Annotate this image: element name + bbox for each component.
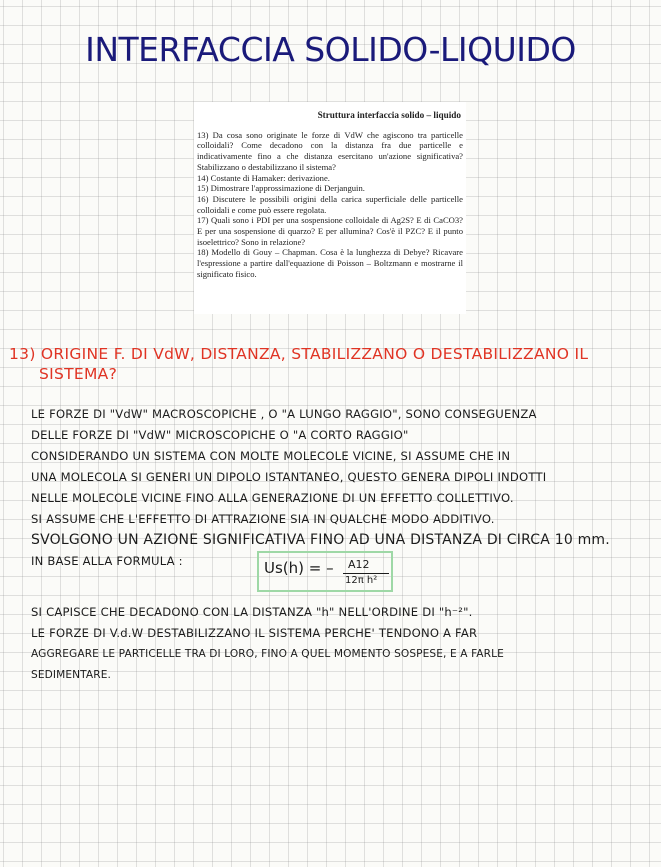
answer-line: NELLE MOLECOLE VICINE FINO ALLA GENERAZIONE DI UN EFFETTO COLLETTIVO.	[31, 491, 514, 505]
question-item: 17) Quali sono i PDI per una sospensione colloidale di Ag2S? E di CaCO3? E per una sospensione di quarzo? E per allumina? Cos'è il PZC? E il punto isoelettrico? Sono in relazione?	[197, 215, 463, 247]
answer-heading-line: SISTEMA?	[39, 365, 118, 383]
formula-numerator: A12	[348, 558, 370, 571]
answer-heading-line: 13) ORIGINE F. DI VdW, DISTANZA, STABILIZZANO O DESTABILIZZANO IL	[9, 345, 589, 363]
answer-line: IN BASE ALLA FORMULA :	[31, 554, 183, 568]
question-item: 14) Costante di Hamaker: derivazione.	[197, 172, 330, 183]
conclusion-line: AGGREGARE LE PARTICELLE TRA DI LORO, FINO A QUEL MOMENTO SOSPESE, E A FARLE	[31, 648, 504, 660]
formula-box	[257, 551, 393, 592]
answer-line: LE FORZE DI "VdW" MACROSCOPICHE , O "A LUNGO RAGGIO", SONO CONSEGUENZA	[31, 407, 537, 421]
answer-body	[31, 404, 651, 572]
formula-denominator: 12π h²	[345, 575, 378, 586]
conclusion-line: SEDIMENTARE.	[31, 669, 111, 681]
conclusion-body	[31, 602, 651, 686]
answer-line: DELLE FORZE DI "VdW" MICROSCOPICHE O "A CORTO RAGGIO"	[31, 428, 409, 442]
questions-list	[197, 130, 463, 280]
answer-line: CONSIDERANDO UN SISTEMA CON MOLTE MOLECOLE VICINE, SI ASSUME CHE IN	[31, 449, 511, 463]
question-item: 18) Modello di Gouy – Chapman. Cosa è la lunghezza di Debye? Ricavare l'espressione a partire dall'equazione di Poisson – Boltzmann e mostrarne il significato fisico.	[197, 247, 463, 279]
answer-line: SI ASSUME CHE L'EFFETTO DI ATTRAZIONE SIA IN QUALCHE MODO ADDITIVO.	[31, 512, 495, 526]
question-item: 15) Dimostrare l'approssimazione di Derjanguin.	[197, 183, 365, 194]
conclusion-line: LE FORZE DI V.d.W DESTABILIZZANO IL SISTEMA PERCHE' TENDONO A FAR	[31, 626, 478, 640]
questions-clipping	[194, 102, 466, 314]
answer-line: SVOLGONO UN AZIONE SIGNIFICATIVA FINO AD UNA DISTANZA DI CIRCA 10 mm.	[31, 532, 610, 548]
page-title: INTERFACCIA SOLIDO-LIQUIDO	[85, 30, 576, 69]
questions-title: Struttura interfaccia solido – liquido	[317, 110, 461, 120]
answer-heading	[9, 344, 649, 384]
question-item: 13) Da cosa sono originate le forze di VdW che agiscono tra particelle colloidali? Come decadono con la distanza fra due particelle e indicativamente fino a che distanza esercitano un'azione significativa? Stabilizzano o destabilizzano il sistema?	[197, 129, 463, 172]
question-item: 16) Discutere le possibili origini della carica superficiale delle particelle colloidali e come può essere regolata.	[197, 193, 463, 215]
formula-lhs: Us(h) = –	[264, 559, 334, 577]
conclusion-line: SI CAPISCE CHE DECADONO CON LA DISTANZA "h" NELL'ORDINE DI "h⁻²".	[31, 605, 473, 619]
answer-line: UNA MOLECOLA SI GENERI UN DIPOLO ISTANTANEO, QUESTO GENERA DIPOLI INDOTTI	[31, 470, 547, 484]
fraction-bar	[343, 573, 389, 574]
